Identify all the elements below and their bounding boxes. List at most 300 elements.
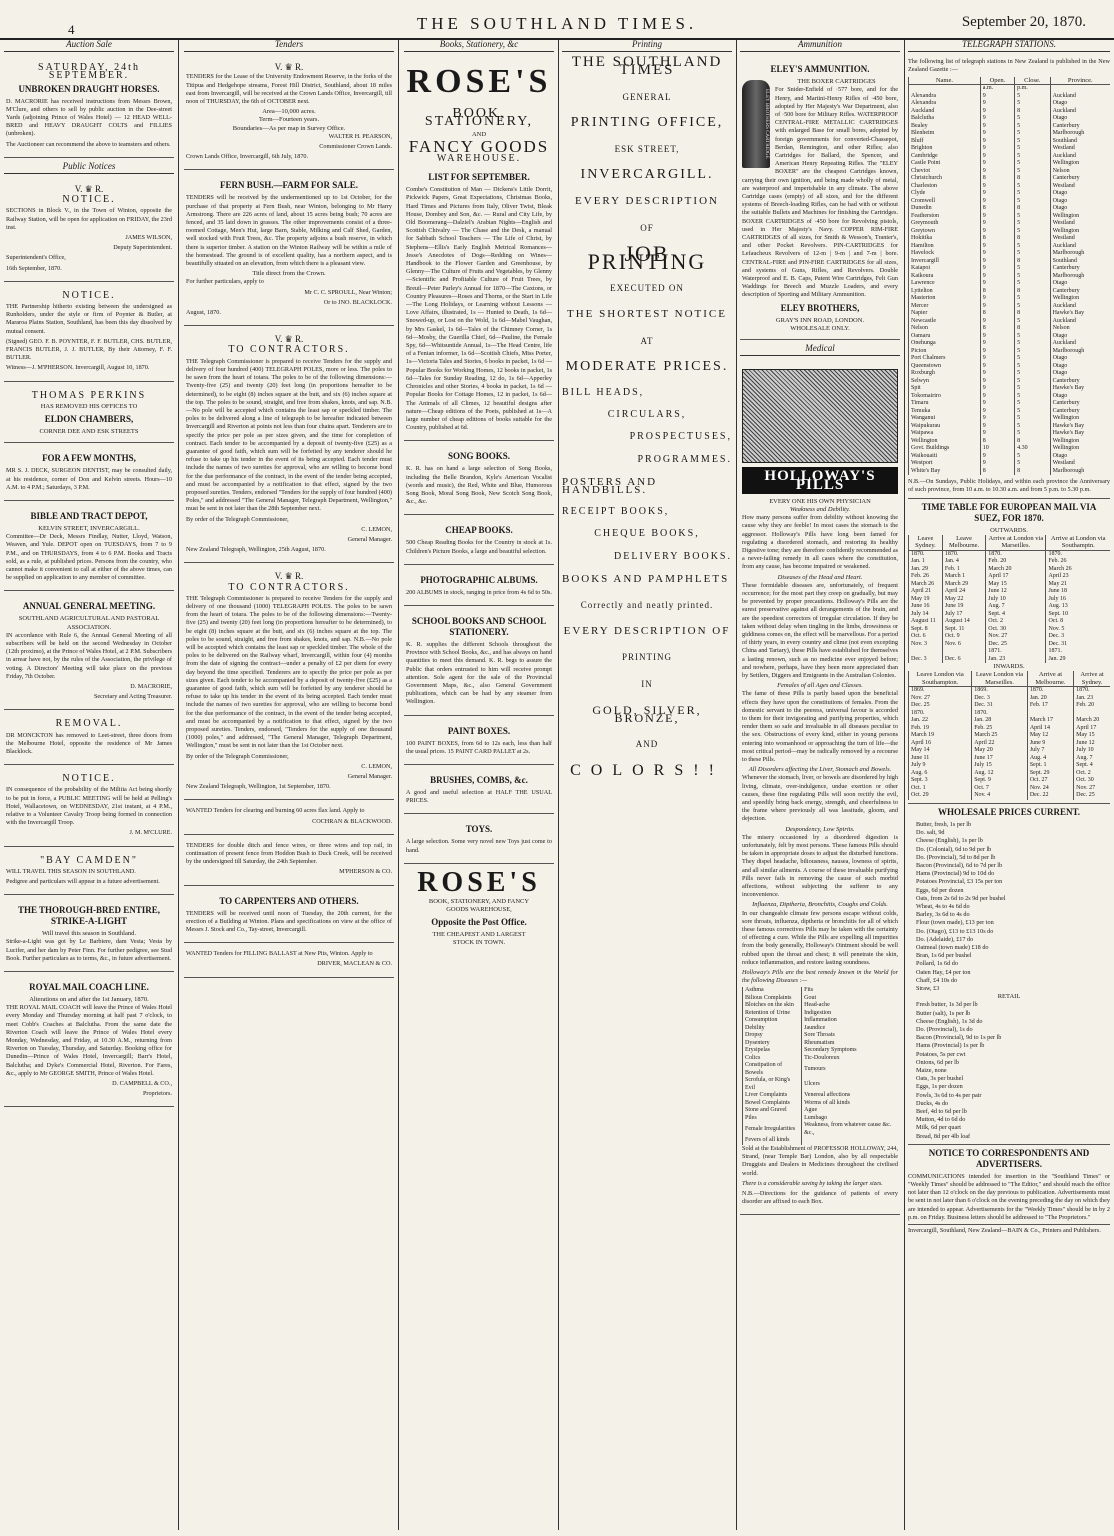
- table-cell: Blenheim: [909, 130, 981, 138]
- table-row: [909, 558, 1111, 566]
- table-cell: Wellington: [1050, 228, 1110, 236]
- table-cell: 9: [980, 168, 1014, 176]
- table-cell: Cambridge: [909, 153, 981, 161]
- table-cell: May 15: [1074, 732, 1110, 740]
- table-cell: March 19: [909, 732, 972, 740]
- table-cell: Jan. 28: [972, 717, 1028, 725]
- table-cell: Marlborough: [1050, 130, 1110, 138]
- medical-heading: Medical: [740, 344, 900, 356]
- table-cell: Oct. 2: [986, 618, 1046, 626]
- list-item: Butter, fresh, 1s per lb: [916, 820, 972, 828]
- table-row: [909, 626, 1111, 634]
- table-cell: Canterbury: [1050, 123, 1110, 131]
- table-row: [909, 370, 1111, 378]
- table-cell: July 17: [942, 611, 985, 619]
- cheap-books: CHEAP BOOKS. 500 Cheap Reading Books for the Country in stock at 1s. Children's Picture Books, a large and beautiful selection.: [404, 519, 554, 564]
- table-cell: Sept. 4: [1074, 762, 1110, 770]
- table-row: [909, 633, 1111, 641]
- table-cell: 8: [1015, 205, 1051, 213]
- table-cell: 9: [980, 295, 1014, 303]
- table-cell: Dec. 31: [972, 702, 1028, 710]
- table-cell: Oct. 29: [909, 792, 972, 800]
- table-cell: Masterton: [909, 295, 981, 303]
- table-row: [909, 318, 1111, 326]
- list-item: Do. (Adelaide), £17 do: [916, 935, 974, 943]
- table-row: [909, 460, 1111, 468]
- table-cell: 5: [1015, 228, 1051, 236]
- table-row: [909, 603, 1111, 611]
- column-heading: Ammunition: [740, 40, 900, 52]
- table-cell: August 14: [942, 618, 985, 626]
- table-cell: Nov. 27: [909, 695, 972, 703]
- table-cell: Havelock: [909, 250, 981, 258]
- table-cell: Jan. 1: [909, 558, 943, 566]
- table-row: [909, 415, 1111, 423]
- table-cell: May 22: [942, 596, 985, 604]
- table-cell: Waikouaiti: [909, 453, 981, 461]
- roses-footer: ROSE'S BOOK, STATIONERY, AND FANCY GOODS WAREHOUSE, Opposite the Post Office. THE CHEAPEST AND LARGEST STOCK IN TOWN.: [417, 866, 541, 947]
- list-item: Bread, 8d per 4lb loaf: [916, 1132, 971, 1140]
- table-cell: Wellington: [909, 438, 981, 446]
- list-item: Female Irregularities: [743, 1122, 802, 1137]
- royal-crest-icon: V. ♛ R.: [274, 62, 304, 73]
- table-cell: Feb. 20: [986, 558, 1046, 566]
- table-row: [743, 1017, 899, 1025]
- table-cell: May 21: [1046, 581, 1110, 589]
- table-row: [743, 1077, 899, 1092]
- table-cell: 8: [1015, 108, 1051, 116]
- toys: TOYS. A large selection. Some very novel new Toys just come to hand.: [404, 818, 554, 863]
- table-cell: 9: [980, 430, 1014, 438]
- table-row: [743, 1047, 899, 1055]
- list-item: Do. (Otago), £13 to £13 10s do: [916, 927, 994, 935]
- table-cell: Otago: [1050, 198, 1110, 206]
- table-cell: Feb. 20: [1074, 702, 1110, 710]
- list-item: Chaff, £4 10s do: [916, 976, 958, 984]
- list-item: Asthma: [743, 987, 802, 995]
- list-item: Fowls, 3s 6d to 4s per pair: [916, 1091, 982, 1099]
- table-row: [909, 792, 1111, 800]
- table-cell: Dec. 3: [972, 695, 1028, 703]
- list-item: Lumbago: [802, 1115, 898, 1123]
- table-cell: 9: [980, 213, 1014, 221]
- table-cell: 9: [980, 198, 1014, 206]
- table-cell: Feb. 1: [942, 566, 985, 574]
- column-rule: [558, 40, 559, 1530]
- table-row: [909, 725, 1111, 733]
- table-cell: 8: [1015, 438, 1051, 446]
- table-cell: 9: [980, 385, 1014, 393]
- table-cell: 9: [980, 355, 1014, 363]
- table-cell: Kaikoura: [909, 273, 981, 281]
- table-cell: Tokomairiro: [909, 393, 981, 401]
- table-cell: Jan. 23: [986, 656, 1046, 664]
- column-heading: Printing: [562, 40, 732, 52]
- telegraph-poles-tender-1000: V. ♛ R. TO CONTRACTORS. THE Telegraph Commissioner is prepared to receive Tenders for the supply and delivery of one thousand (1000) TELEGRAPH POLES. The poles to be sawn from the heart of totara. The poles to be of the following dimensions:—Twenty-five (25) and twenty (20) feet long (in proportions hereafter to be determined), to be eight (8) inches square at the butt, and six (6) inches square at the top. The poles to be sound, straight, and free from shakes, knots, and sap. N.B.—No pole will be accepted which contains the least sap or speckled timber. The whole of the poles to be delivered on the Railway wharf, Invercargill, within four (4) months from the date of signing the contract—under a penalty of £2 per diem for every day beyond the time specified. Tenderers are to specify the price per pole as per sizes given. Each tender to be accompanied by a deposit of twenty-five (£25) as a guarantee of good faith, which sum will be forfeited by any tenderer should he refuse to take up his tender in the event of its being accepted. Each tender must include the names of two sureties for approval, who are willing to become bond for the due performance of the contract, in the event of the tender being accepted, and must be accompanied by a notification to that effect, signed by the two proposed sureties. Tenders, endorsed, "Tenders for the supply of one thousand (1000) poles," and addressed, "The General Manager, Telegraph Department, Wellington," must be sent in not later than the 1st October next. By order of the Telegraph Commissioner, C. LEMON, General Manager. New Zealand Telegraph, Wellington, 1st September, 1870.: [184, 567, 394, 800]
- table-cell: Selwyn: [909, 378, 981, 386]
- table-cell: Aug. 7: [1074, 755, 1110, 763]
- table-cell: Napier: [909, 310, 981, 318]
- table-cell: 8: [1015, 288, 1051, 296]
- militia-notice: NOTICE. IN consequence of the probability of the Militia Act being shortly to be put in force, a PUBLIC MEETING will be held at Pelling's Hotel, Wallacetown, on WEDNESDAY, 21st instant, at 4 P.M., relative to a Volunteer Cavalry Troop being formed in connection with the Invercargill Troop. J. M. M'CLURE.: [4, 769, 174, 846]
- table-cell: June 12: [1074, 740, 1110, 748]
- table-cell: 5: [1015, 385, 1051, 393]
- table-row: [743, 1025, 899, 1033]
- table-cell: 8: [980, 235, 1014, 243]
- table-cell: 5: [1015, 460, 1051, 468]
- table-cell: Wellington: [1050, 415, 1110, 423]
- table-cell: 5: [1015, 370, 1051, 378]
- list-item: Inflammation: [802, 1017, 898, 1025]
- table-cell: 8: [1015, 310, 1051, 318]
- brushes: BRUSHES, COMBS, &c. A good and useful selection at HALF THE USUAL PRICES.: [404, 769, 554, 814]
- table-cell: Hawke's Bay: [1050, 423, 1110, 431]
- table-cell: Auckland: [909, 108, 981, 116]
- table-cell: Sept. 3: [909, 777, 972, 785]
- table-cell: Dec. 6: [942, 656, 985, 664]
- table-cell: Westport: [909, 460, 981, 468]
- table-cell: Sept. 8: [909, 626, 943, 634]
- table-cell: Aug. 7: [986, 603, 1046, 611]
- list-item: Jaundice: [802, 1025, 898, 1033]
- table-cell: 5: [1015, 355, 1051, 363]
- table-cell: 8: [1015, 175, 1051, 183]
- table-cell: 9: [980, 333, 1014, 341]
- table-cell: Southland: [1050, 138, 1110, 146]
- table-cell: 1871.: [1046, 648, 1110, 656]
- table-cell: [1074, 710, 1110, 718]
- list-item: Do. (Colonial), 6d to 9d per lb: [916, 845, 992, 853]
- page-number: 4: [68, 22, 75, 37]
- table-cell: Dec. 25: [909, 702, 972, 710]
- table-header: Arrive at Melbourne.: [1027, 671, 1073, 687]
- table-cell: Dec. 3: [909, 656, 943, 664]
- list-item: Onions, 6d per lb: [916, 1058, 959, 1066]
- table-cell: Bluff: [909, 138, 981, 146]
- table-cell: [909, 85, 981, 93]
- list-item: Potatoes, 5s per cwt: [916, 1050, 966, 1058]
- table-cell: 9: [980, 400, 1014, 408]
- table-cell: Cromwell: [909, 198, 981, 206]
- table-cell: Jan. 29: [909, 566, 943, 574]
- list-item: Potatoes Provincial, £3 15s per ton: [916, 878, 1003, 886]
- table-cell: Timaru: [909, 400, 981, 408]
- table-cell: Dec. 3: [1046, 633, 1110, 641]
- table-cell: Aug. 13: [1046, 603, 1110, 611]
- royal-crest-icon: V. ♛ R.: [74, 184, 104, 195]
- table-cell: Jan. 29: [1046, 656, 1110, 664]
- table-cell: Cheviot: [909, 168, 981, 176]
- table-row: [909, 581, 1111, 589]
- university-lease-tender: V. ♛ R. TENDERS for the Lease of the University Endowment Reserve, in the forks of the Titipua and Hedgehope streams, Forest Hill District, Southland, about 18 miles east from Invercargill, will be received at the Crown Lands Office, Invercargill, till noon of THURSDAY, the 6th of OCTOBER next. Area—10,000 acres. Term—Fourteen years. Boundaries—As per map in Survey Office. WALTER H. PEARSON, Commissioner Crown Lands. Crown Lands Office, Invercargill, 6th July, 1870.: [184, 58, 394, 170]
- table-row: [909, 378, 1111, 386]
- table-cell: August 11: [909, 618, 943, 626]
- table-cell: July 14: [909, 611, 943, 619]
- table-header: Leave London via Southampton.: [909, 671, 972, 687]
- table-cell: Feb. 25: [972, 725, 1028, 733]
- table-row: [909, 573, 1111, 581]
- table-cell: May 14: [909, 747, 972, 755]
- table-row: [743, 1002, 899, 1010]
- table-cell: 5: [1015, 303, 1051, 311]
- table-cell: Nelson: [1050, 168, 1110, 176]
- table-cell: 5: [1015, 415, 1051, 423]
- table-cell: 5: [1015, 265, 1051, 273]
- table-row: [909, 611, 1111, 619]
- table-cell: 8: [1015, 468, 1051, 476]
- table-row: [909, 160, 1111, 168]
- table-row: [909, 108, 1111, 116]
- holloway-banner: HOLLOWAY'S PILLS: [742, 467, 898, 493]
- table-cell: 1870.: [942, 550, 985, 558]
- table-row: [909, 295, 1111, 303]
- table-cell: Picton: [909, 348, 981, 356]
- table-cell: Roxburgh: [909, 370, 981, 378]
- table-row: [909, 138, 1111, 146]
- table-cell: 1870.: [1046, 550, 1110, 558]
- table-cell: Canterbury: [1050, 400, 1110, 408]
- table-cell: Otago: [1050, 393, 1110, 401]
- table-cell: Temuka: [909, 408, 981, 416]
- list-item: Butter (salt), 1s per lb: [916, 1009, 971, 1017]
- table-cell: April 24: [942, 588, 985, 596]
- removal-ad: REMOVAL. DR MONCKTON has removed to Leet-street, three doors from the Melbourne Hotel, opposite the residence of Mr James Blacklock.: [4, 714, 174, 765]
- table-cell: 9: [980, 280, 1014, 288]
- table-row: [909, 363, 1111, 371]
- table-cell: Wellington: [1050, 160, 1110, 168]
- table-cell: 5: [1015, 423, 1051, 431]
- masthead: [0, 0, 1114, 40]
- table-row: [909, 85, 1111, 93]
- table-cell: Otago: [1050, 370, 1110, 378]
- list-item: Indigestion: [802, 1010, 898, 1018]
- table-cell: Jan. 20: [1027, 695, 1073, 703]
- roses-logo: ROSE'S: [406, 63, 552, 101]
- table-cell: Nov. 27: [1074, 785, 1110, 793]
- table-cell: 5: [1015, 400, 1051, 408]
- list-item: Scrofula, or King's Evil: [743, 1077, 802, 1092]
- table-cell: 5: [1015, 123, 1051, 131]
- list-item: Pollard, 1s 6d do: [916, 960, 958, 968]
- table-cell: Hokitika: [909, 235, 981, 243]
- list-item: Do. (Provincial), 1s do: [916, 1026, 973, 1033]
- table-cell: Otago: [1050, 115, 1110, 123]
- table-cell: Canterbury: [1050, 288, 1110, 296]
- table-cell: Auckland: [1050, 303, 1110, 311]
- table-cell: March 17: [1027, 717, 1073, 725]
- table-cell: 8: [1015, 325, 1051, 333]
- table-cell: Oct. 30: [1074, 777, 1110, 785]
- strike-a-light-ad: THE THOROUGH-BRED ENTIRE, STRIKE-A-LIGHT Will travel this season in Southland. Strike-a-Light was got by Le Barbiere, dam Vesta; Vesta by Lucifer, and her dam by Peter Finn. For further pedigree, see Stud Book. Further particulars as to terms, &c., in future advertisement.: [4, 899, 174, 972]
- table-cell: Wellington: [1050, 438, 1110, 446]
- table-cell: Hawke's Bay: [1050, 310, 1110, 318]
- table-cell: 9: [980, 378, 1014, 386]
- public-notices-heading: Public Notices: [4, 162, 174, 174]
- list-item: Retention of Urine: [743, 1010, 802, 1018]
- table-cell: 5: [1015, 145, 1051, 153]
- table-cell: Port Chalmers: [909, 355, 981, 363]
- list-item: Fresh butter, 1s 3d per lb: [916, 1001, 978, 1009]
- table-cell: 5: [1015, 393, 1051, 401]
- list-item: Maize, none: [916, 1067, 947, 1075]
- september-list: LIST FOR SEPTEMBER. Combe's Constitution of Man — Dickens's Little Dorrit, Pickwick Papers, Great Expectations, Christmas Books, Hard Times and Pictures from Italy, Oliver Twist, Bleak House, Dombey and Son, &c. — Rural and City Life, by Old Boomerang—Dalziel's Arabian Nights—English and Scottish Chivalry — The Chase and the Desk, a manual for Sabbath School Teachers — The Life of Christ, by Stephens—Ellis's Early English Metrical Romances—Jesse's Anecdotes of Dogs—Redding on Wines—Handbook to the Flower Garden and Greenhouse, by Glenny—The Culture of Fruits and Vegetables, by Glenny—Scientific and Profitable Culture of Fruit Trees, by Breuil—Peter Parley's Annual for 1870—The Caxtons, or Country Pleasures—Roses and Thorns, or the Start in Life—The Long Holidays, or Learning without Lessons — Love Affairs, illustrated, 1s — Hunted to Death, 1s 6d—Snowed-up, or Lost on the Wold, 1s 6d—Mabel Vaughan, by Mrs Gaskel, 1s 6d—Tales of the Chimney Corner, 1s 6d—Mosby, the Guerilla Chief, 6d—Pauline, the Female Spy, 6d—Whitsuntide Annual, 1s—The Head Centre, life of a Fenian informer, 1s 6d—Scottish Chiefs, Miss Porter, 1s—Victoria Tales and Stories, 6 books in packet, 1s 6d — Popular Books for Working Homes, 12 books in packet, 1s 6d—Tales for Sunday Reading, 12 do, 1s 6d—Apperley Chronicles and other Stories, 4 books in packet, 1s 6d — Popular Books for Cottage Homes, 12 in packet, 1s 6d—The Animals of all Climes, 12 beautiful designs after nature—Cheap editions of the Poets, published at 1s—A large number of cheap editions of books suitable for the Country, published at 6d.: [404, 166, 554, 441]
- table-cell: 9: [980, 258, 1014, 266]
- column-heading: Auction Sale: [4, 40, 174, 52]
- table-row: [909, 130, 1111, 138]
- table-cell: 5: [1015, 213, 1051, 221]
- table-cell: 5: [1015, 280, 1051, 288]
- table-cell: Auckland: [1050, 243, 1110, 251]
- table-cell: June 17: [972, 755, 1028, 763]
- table-cell: Kaiapoi: [909, 265, 981, 273]
- table-cell: 5: [1015, 273, 1051, 281]
- mail-outwards-table: [908, 535, 1110, 664]
- table-cell: 9: [980, 160, 1014, 168]
- table-cell: June 11: [909, 755, 972, 763]
- list-item: Bacon (Provincial), 6d to 7d per lb: [916, 861, 1003, 869]
- table-cell: Featherston: [909, 213, 981, 221]
- column-rule: [398, 40, 399, 1530]
- table-cell: Aug. 12: [972, 770, 1028, 778]
- table-cell: Aug. 6: [909, 770, 972, 778]
- table-row: [743, 987, 899, 995]
- list-item: Constipation of Bowels: [743, 1062, 802, 1077]
- list-item: Cheese (English), 1s per lb: [916, 837, 983, 845]
- table-row: [909, 205, 1111, 213]
- table-cell: Sept. 11: [942, 626, 985, 634]
- table-cell: 9: [980, 115, 1014, 123]
- table-row: [743, 1122, 899, 1137]
- table-cell: June 19: [942, 603, 985, 611]
- list-item: Mutton, 4d to 6d do: [916, 1116, 966, 1124]
- fencing-tender: TENDERS for double ditch and fence wires, or three wires and top rail, in continuation of present fence from Hoddon Bush to Duck Creek, will be received by the undersigned till Saturday, the 24th September. M'PHERSON & CO.: [184, 839, 394, 886]
- prices-heading: WHOLESALE PRICES CURRENT.: [908, 803, 1110, 818]
- table-cell: 1870.: [1074, 687, 1110, 695]
- table-row: [909, 145, 1111, 153]
- table-cell: April 17: [986, 573, 1046, 581]
- list-item: Barley, 3s 6d to 4s do: [916, 911, 970, 919]
- table-row: [909, 93, 1111, 101]
- table-row: [909, 280, 1111, 288]
- table-cell: Nov. 6: [942, 641, 985, 649]
- bible-depot-ad: BIBLE AND TRACT DEPOT, KELVIN STREET, INVERCARGILL. Committee—Dr Deck, Messrs Findlay, Nutter, Lloyd, Watson, Weaven, and Yule. DEPOT open on TUESDAYS, from 7 to 9 P.M., and on THURSDAYS, from 4 to 6 P.M. Books and Tracts sold, as a rule, at published prices. Persons from the country, who cannot make it convenient to call at either of the above times, can be supplied on application to any member of committee.: [4, 505, 174, 591]
- list-item: Do. (Provincial), 5d to 8d per lb: [916, 853, 996, 861]
- list-item: Oats, 3s per bushel: [916, 1075, 964, 1083]
- table-row: [743, 1092, 899, 1100]
- table-cell: Nov. 24: [1027, 785, 1073, 793]
- table-cell: 9: [980, 123, 1014, 131]
- table-cell: 8: [980, 288, 1014, 296]
- column-rule: [904, 40, 905, 1530]
- table-cell: Castle Point: [909, 160, 981, 168]
- list-item: Venereal affections: [802, 1092, 898, 1100]
- table-cell: Wanganui: [909, 415, 981, 423]
- table-cell: Invercargill: [909, 258, 981, 266]
- table-cell: Oct. 8: [1046, 618, 1110, 626]
- table-cell: 5: [1015, 138, 1051, 146]
- table-cell: Nov. 5: [1046, 626, 1110, 634]
- column-printing: Printing THE SOUTHLAND TIMES GENERAL PRINTING OFFICE, ESK STREET, INVERCARGILL. EVERY DESCRIPTION OF JOB PRINTING EXECUTED ON THE SHORTEST NOTICE AT MODERATE PRICES. BILL HEADS, CIRCULARS, PROSPECTUSES, PROGRAMMES. POSTERS AND HANDBILLS. RECEIPT BOOKS, CHEQUE BOOKS, DELIVERY BOOKS. BOOKS AND PAMPHLETS Correctly and neatly printed. EVERY DESCRIPTION OF PRINTING IN GOLD, SILVER, BRONZE, AND COLORS!!: [562, 40, 732, 779]
- table-cell: 9: [980, 393, 1014, 401]
- carpenters-tender: TO CARPENTERS AND OTHERS. TENDERS will be received until noon of Tuesday, the 20th current, for the erection of a Building at Winton. Plans and specifications on view at the office of Messrs J. Stock and Co., Tay-street, Invercargill.: [184, 890, 394, 944]
- school-books: SCHOOL BOOKS AND SCHOOL STATIONERY. K. R. supplies the different Schools throughout the Province with School Books, &c., and has always on hand quantities to meet this demand. K. R. begs to assure the Public that orders entrusted to him will receive prompt attention. Sole agent for the sale of the Provincial Government Maps, &c., also General Government publications, which can be had by any steamer from Wellington.: [404, 610, 554, 716]
- table-cell: May 20: [972, 747, 1028, 755]
- list-item: Consumption: [743, 1017, 802, 1025]
- list-item: Cheese (English), 1s 3d do: [916, 1017, 983, 1025]
- cartridge-icon: ELEY BROTHERS CARTRIDGE: [742, 80, 770, 168]
- table-row: [909, 618, 1111, 626]
- list-item: Debility: [743, 1025, 802, 1033]
- list-item: Oats, from 2s 6d to 2s 9d per bushel: [916, 894, 1006, 902]
- table-row: [743, 1100, 899, 1108]
- table-cell: [942, 648, 985, 656]
- table-header: Open.: [980, 77, 1014, 85]
- table-row: [909, 175, 1111, 183]
- table-cell: 9: [980, 100, 1014, 108]
- table-cell: March 20: [1074, 717, 1110, 725]
- table-cell: Jan. 4: [942, 558, 985, 566]
- table-cell: 10: [980, 445, 1014, 453]
- eley-ad: ELEY'S AMMUNITION. ELEY BROTHERS CARTRIDGE THE BOXER CARTRIDGES For Snider-Enfield of ·577 bore, and for the Henry, and Martini-Henry Rifles of ·450 bore, adopted by Her Majesty's War Department, also of ·500 bore for Military Rifles. WATERPROOF CENTRAL-FIRE METALLIC CARTRIDGES with enlarged Base for small bores, adopted by foreign governments for converted-Chassepot, Berdan, Remington, and other Rifles; also Cartridges for Ballard, the Spencer, and American Henry Repeating Rifles. The "ELEY BOXER" are the cheapest Cartridges known, carrying their own ignition, and being made wholly of metal, are waterproof and imperishable in any climate. The above Cartridge cases (empty) of all sizes, and for the different systems of Breech-loading Rifles, can be had with or without the suitable Bullets and Machines for finishing the Cartridges. BOXER CARTRIDGES of ·450 bore for Revolving pistols, used in Her Majesty's Navy. COPPER RIM-FIRE CARTRIDGES of all sizes, for Smith & Wesson's, Tranter's, and other Pocket Revolvers. PIN-CARTRIDGES for Lefaucheux Revolvers of 12-m | 9-m | and 7-m | bore. CENTRAL-FIRE and PIN-FIRE CARTRIDGES for all sizes, and systems of Guns, Rifles, and Revolvers. Double Waterproof and E. B. Caps, Patent Wire Cartridges, Felt Gun Waddings for Breech and Muzzle Loaders, and every description of Sporting and Military Ammunition. ELEY BROTHERS, GRAY'S INN ROAD, LONDON. WHOLESALE ONLY.: [740, 58, 900, 340]
- table-cell: Oct. 2: [1074, 770, 1110, 778]
- list-item: Wheat, 4s to 4s 6d do: [916, 902, 970, 910]
- table-cell: 1869.: [909, 687, 972, 695]
- table-cell: Otago: [1050, 280, 1110, 288]
- table-row: [909, 340, 1111, 348]
- table-cell: Nov. 3: [909, 641, 943, 649]
- table-cell: Queenstown: [909, 363, 981, 371]
- table-cell: April 23: [1046, 573, 1110, 581]
- column-reference: TELEGRAPH STATIONS. The following list of telegraph stations in New Zealand is published in the New Zealand Gazette :— Name. Open. Close. Province. a.m. p.m. Alexandra 9 5 Auckland Alexandra 9 5 Otago Auckland 9 8 Auckland Balclutha 9 5 Otago Bealey 9 5 Canterbury Blenheim 9 5 Marlborough Bluff 9 5 Southland Brighton 9 5 Westland Cambridge 9 5 Auckland Castle Point 9 5 Wellington Cheviot 9 5 Nelson Christchurch 8 8 Canterbury Charleston 9 5 Westland Clyde 9 5 Otago Cromwell 9 5 Otago Dunedin 8 8 Otago Featherston 9 5 Wellington Greymouth 9 5 Westland Greytown 9 5 Wellington Hokitika 8 8 Westland Hamilton 9 5 Auckland Havelock 9 5 Marlborough Invercargill 9 8 Southland Kaiapoi 9 5 Canterbury Kaikoura 9 5 Marlborough Lawrence 9 5 Otago Lyttelton 8 8 Canterbury Masterton 9 5 Wellington Mercer 9 5 Auckland Napier 8 8 Hawke's Bay Newcastle 9 5 Auckland Nelson 8 8 Nelson Oamaru 9 5 Otago Onehunga 9 5 Auckland Picton 9 5 Marlborough Port Chalmers 9 5 Otago Queenstown 9 5 Otago Roxburgh 9 5 Otago Selwyn 9 5 Canterbury Spit 9 5 Hawke's Bay Tokomairiro 9 5 Otago Timaru 9 5 Canterbury Temuka 9 5 Canterbury Wanganui 9 5 Wellington Waipukurau 9 5 Hawke's Bay Waipawa 9 5 Hawke's Bay Wellington 8 8 Wellington Govt. Buildings 10 4.30 Wellington Waikouaiti 9 5 Otago Westport 9 5 Westland White's Bay 8 8 Marlborough N.B.—On Sundays, Public Holidays, and within each province the Anniversary of such province, from 10 a.m. to 10.30 a.m. and from 5 p.m. to 5.30 p.m. TIME TABLE FOR EUROPEAN MAIL VIA SUEZ, FOR 1870. OUTWARDS. Leave Sydney. Leave Melbourne. Arrive at London via Marseilles. Arrive at London via Southamptn. 1870. 1870. 1870. 1870. Jan. 1 Jan. 4 Feb. 20 Feb. 26 Jan. 29 Feb. 1 March 20 March 26 Feb. 26 March 1 April 17 April 23 March 26 March 29 May 15 May 21 April 21 April 24 June 12 June 18 May 19 May 22 July 10 July 16 June 16 June 19 Aug. 7 Aug. 13 July 14 July 17 Sept. 4 Sept. 10 August 11 August 14 Oct. 2 Oct. 8 Sept. 8 Sept. 11 Oct. 30 Nov. 5 Oct. 6 Oct. 9 Nov. 27 Dec. 3 Nov. 3 Nov. 6 Dec. 25 Dec. 31 1871. 1871. Dec. 3 Dec. 6 Jan. 23 Jan. 29 INWARDS. Leave London via Southampton. Leave London via Marseilles. Arrive at Melbourne. Arrive at Sydney. 1869. 1869. 1870. 1870. Nov. 27 Dec. 3 Jan. 20 Jan. 23 Dec. 25 Dec. 31 Feb. 17 Feb. 20 1870. 1870. Jan. 22 Jan. 28 March 17 March 20 Feb. 19 Feb. 25 April 14 April 17 March 19 March 25 May 12 May 15 April 16 April 22 June 9 June 12 May 14 May 20 July 7 July 10 June 11 June 17 Aug. 4 Aug. 7 July 9 July 15 Sept. 1 Sept. 4 Aug. 6 Aug. 12 Sept. 29 Oct. 2 Sept. 3 Sept. 9 Oct. 27 Oct. 30 Oct. 1 Oct. 7 Nov. 24 Nov. 27 Oct. 29 Nov. 4 Dec. 22 Dec. 25 WHOLESALE PRICES CURRENT. Butter, fresh, 1s per lb Do. salt, 9d Cheese (English), 1s per lb Do. (Colonial), 6d to 9d per lb Do. (Provincial), 5d to 8d per lb Bacon (Provincial), 6d to 7d per lb Hams (Provincial) 9d to 10d do Potatoes Provincial, £3 15s per ton Eggs, 6d per dozen Oats, from 2s 6d to 2s 9d per bushel Wheat, 4s to 4s 6d do Barley, 3s 6d to 4s do Flour (town made), £13 per ton Do. (Otago), £13 to £13 10s do Do. (Adelaide), £17 do Oatmeal (town made) £18 do Bran, 1s 6d per bushel Pollard, 1s 6d do Oaten Hay, £4 per ton Chaff, £4 10s do Straw, £3 RETAIL Fresh butter, 1s 3d per lb Butter (salt), 1s per lb Cheese (English), 1s 3d do Do. (Provincial), 1s do Bacon (Provincial), 9d to 1s per lb Hams (Provincial) 1s per lb Potatoes, 5s per cwt Onions, 6d per lb Maize, none Oats, 3s per bushel Eggs, 1s per dozen Fowls, 3s 6d to 4s per pair Ducks, 4s do Beef, 4d to 6d per lb Mutton, 4d to 6d do Milk, 6d per quart Bread, 8d per 4lb loaf NOTICE TO CORRESPONDENTS AND ADVERTISERS. COMMUNICATIONS intended for insertion in the "Southland Times" or "Weekly Times" should be addressed to "The Editor," and should reach the office not later than 12 o'clock on the day previous to publication. Advertisements must be sent in not later than 6 o'clock on the evening preceding the day on which they are intended to appear. Advertisements for the "Weekly Times" should be in by 2 p.m. on Friday. Business letters should be addressed to "The Proprietors." Invercargill, Southland, New Zealand—BAIN & Co., Printers and Publishers.: [908, 40, 1110, 1235]
- table-cell: Jan. 23: [1074, 695, 1110, 703]
- list-item: Colics: [743, 1055, 802, 1063]
- table-cell: 9: [980, 340, 1014, 348]
- bay-camden-ad: "BAY CAMDEN" WILL TRAVEL THIS SEASON IN SOUTHLAND. Pedigree and particulars will appear in a future advertisement.: [4, 851, 174, 896]
- table-cell: 9: [980, 423, 1014, 431]
- paint-boxes: PAINT BOXES. 100 PAINT BOXES, from 6d to 12s each, less than half the usual prices. 15 PAINT CARD PALLET at 2s.: [404, 720, 554, 765]
- table-cell: 9: [980, 153, 1014, 161]
- list-item: Do. salt, 9d: [916, 829, 945, 837]
- column-rule: [736, 40, 737, 1530]
- table-cell: Spit: [909, 385, 981, 393]
- table-row: [909, 250, 1111, 258]
- table-cell: p.m.: [1015, 85, 1051, 93]
- clearing-tender: WANTED Tenders for clearing and burning 60 acres flax land. Apply to COCHRAN & BLACKWOOD.: [184, 804, 394, 834]
- list-item: Oatmeal (town made) £18 do: [916, 943, 989, 951]
- table-cell: Greymouth: [909, 220, 981, 228]
- holloway-ad: HOLLOWAY'S PILLS EVERY ONE HIS OWN PHYSICIAN Weakness and Debility. How many persons suffer from debility without knowing the cause why they are feeble! In most cases the stomach is the aggressor. Holloway's Pills have long been famed for regulating a disordered stomach, and restoring its healthy Digestive tone; they are therefore confidently recommended as a never-failing remedy in all cases where the constitution, from any cause, has become impaired or weakened. Diseases of the Head and Heart. These formidable diseases are, unfortunately, of frequent occurrence; for the most part they creep on gradually, but may be prevented by proper precautions. Holloway's Pills are the surest preservative against all derangements of the brain, and are the speediest correctors of irregular circulation. If they be taken without delay when tingling in the limbs, drowsiness or giddiness comes on, the effect will be marvellous. For a period of thirty years, in every country and clime (not even excepting China and Tartary), these Pills have established for themselves a lasting renown, such as no medicine ever enjoyed before; and nowhere, perhaps, have they been more appreciated than by Settlers, Diggers and Emigrants in the Australian Colonies. Females of all Ages and Classes. The fame of these Pills is partly based upon the beneficial effects they have upon the constitutions of females. From the domestic servant to the peeress, universal favour is accorded to them for their invigorating and purifying properties, which render them so safe and invaluable in all diseases peculiar to the sex. Obstructions of every kind, either in young persons entering into womanhood or approaching the turn of life—the most critical period—may be radically removed by a recourse to these Pills. All Disorders affecting the Liver, Stomach and Bowels. Whenever the stomach, liver, or bowels are disordered by high living, climate, over-indulgence, undue exertion or other causes, these fine regulating Pills will soon rectify the evil, and speedily bring back energy, strength, and cheerfulness to the frame where previously all was lassitude, gloom, and dejection. Despondency, Low Spirits. The misery occasioned by a disordered digestion is unfortunately, felt by most persons. These famous Pills should be taken in appropriate doses to adjust the disturbed functions. They dispel headache, biliousness, nausea, lowness of spirits, and all similar ailments. A course of these invaluable purifying Pills never fails in removing the cause of such morbid affections, without subjecting the sufferer to any inconvenience. Influenza, Diptheria, Bronchitis, Coughs and Colds. In our changeable climate few persons escape without colds, sore throats, influenza, diptheria or bronchitis for all of which these famous correctives Pills may be taken with the certainty of effecting a cure. While the Pills are expelling all impurities from the body generally, Holloway's Ointment should be well rubbed upon the throat and chest; it will penetrate the skin, reduce inflammation, and restore lasting soundness. Holloway's Pills are the best remedy known in the World for the following Diseases :— Asthma Fits Bilious Complaints Gout Blotches on the skin Head-ache Retention of Urine Indigestion Consumption Inflammation Debility Jaundice Dropsy Sore Throats Dysentery Rheumatism Erysipelas Secondary Symptoms Colics Tic-Douloreux Constipation of Bowels Tumours Scrofula, or King's Evil Ulcers Liver Complaints Venereal affections Bowel Complaints Worms of all kinds Stone and Gravel Ague Piles Lumbago Female Irregularities Weakness, from whatever cause &c. &c., Fevers of all kinds Sold at the Establishment of PROFESSOR HOLLOWAY, 244, Strand, (near Temple Bar) London, also by all respectable Druggists and Dealers in Medicines throughout the civilised world. There is a considerable saving by taking the larger sizes. N.B.—Directions for the guidance of patients of every disorder are affixed to each Box.: [740, 362, 900, 1215]
- table-cell: Nov. 4: [972, 792, 1028, 800]
- table-cell: 1870.: [909, 710, 972, 718]
- table-cell: 5: [1015, 430, 1051, 438]
- table-row: [909, 423, 1111, 431]
- table-row: [909, 777, 1111, 785]
- newspaper-title: THE SOUTHLAND TIMES.: [416, 14, 698, 33]
- list-item: Ague: [802, 1107, 898, 1115]
- table-cell: April 21: [909, 588, 943, 596]
- table-cell: 5: [1015, 168, 1051, 176]
- table-cell: Dec. 31: [1046, 641, 1110, 649]
- table-row: [909, 168, 1111, 176]
- table-cell: Otago: [1050, 100, 1110, 108]
- table-cell: Oct. 6: [909, 633, 943, 641]
- table-row: [909, 235, 1111, 243]
- table-cell: 9: [980, 415, 1014, 423]
- table-row: [909, 596, 1111, 604]
- table-cell: 1871.: [986, 648, 1046, 656]
- list-item: Blotches on the skin: [743, 1002, 802, 1010]
- table-row: [909, 785, 1111, 793]
